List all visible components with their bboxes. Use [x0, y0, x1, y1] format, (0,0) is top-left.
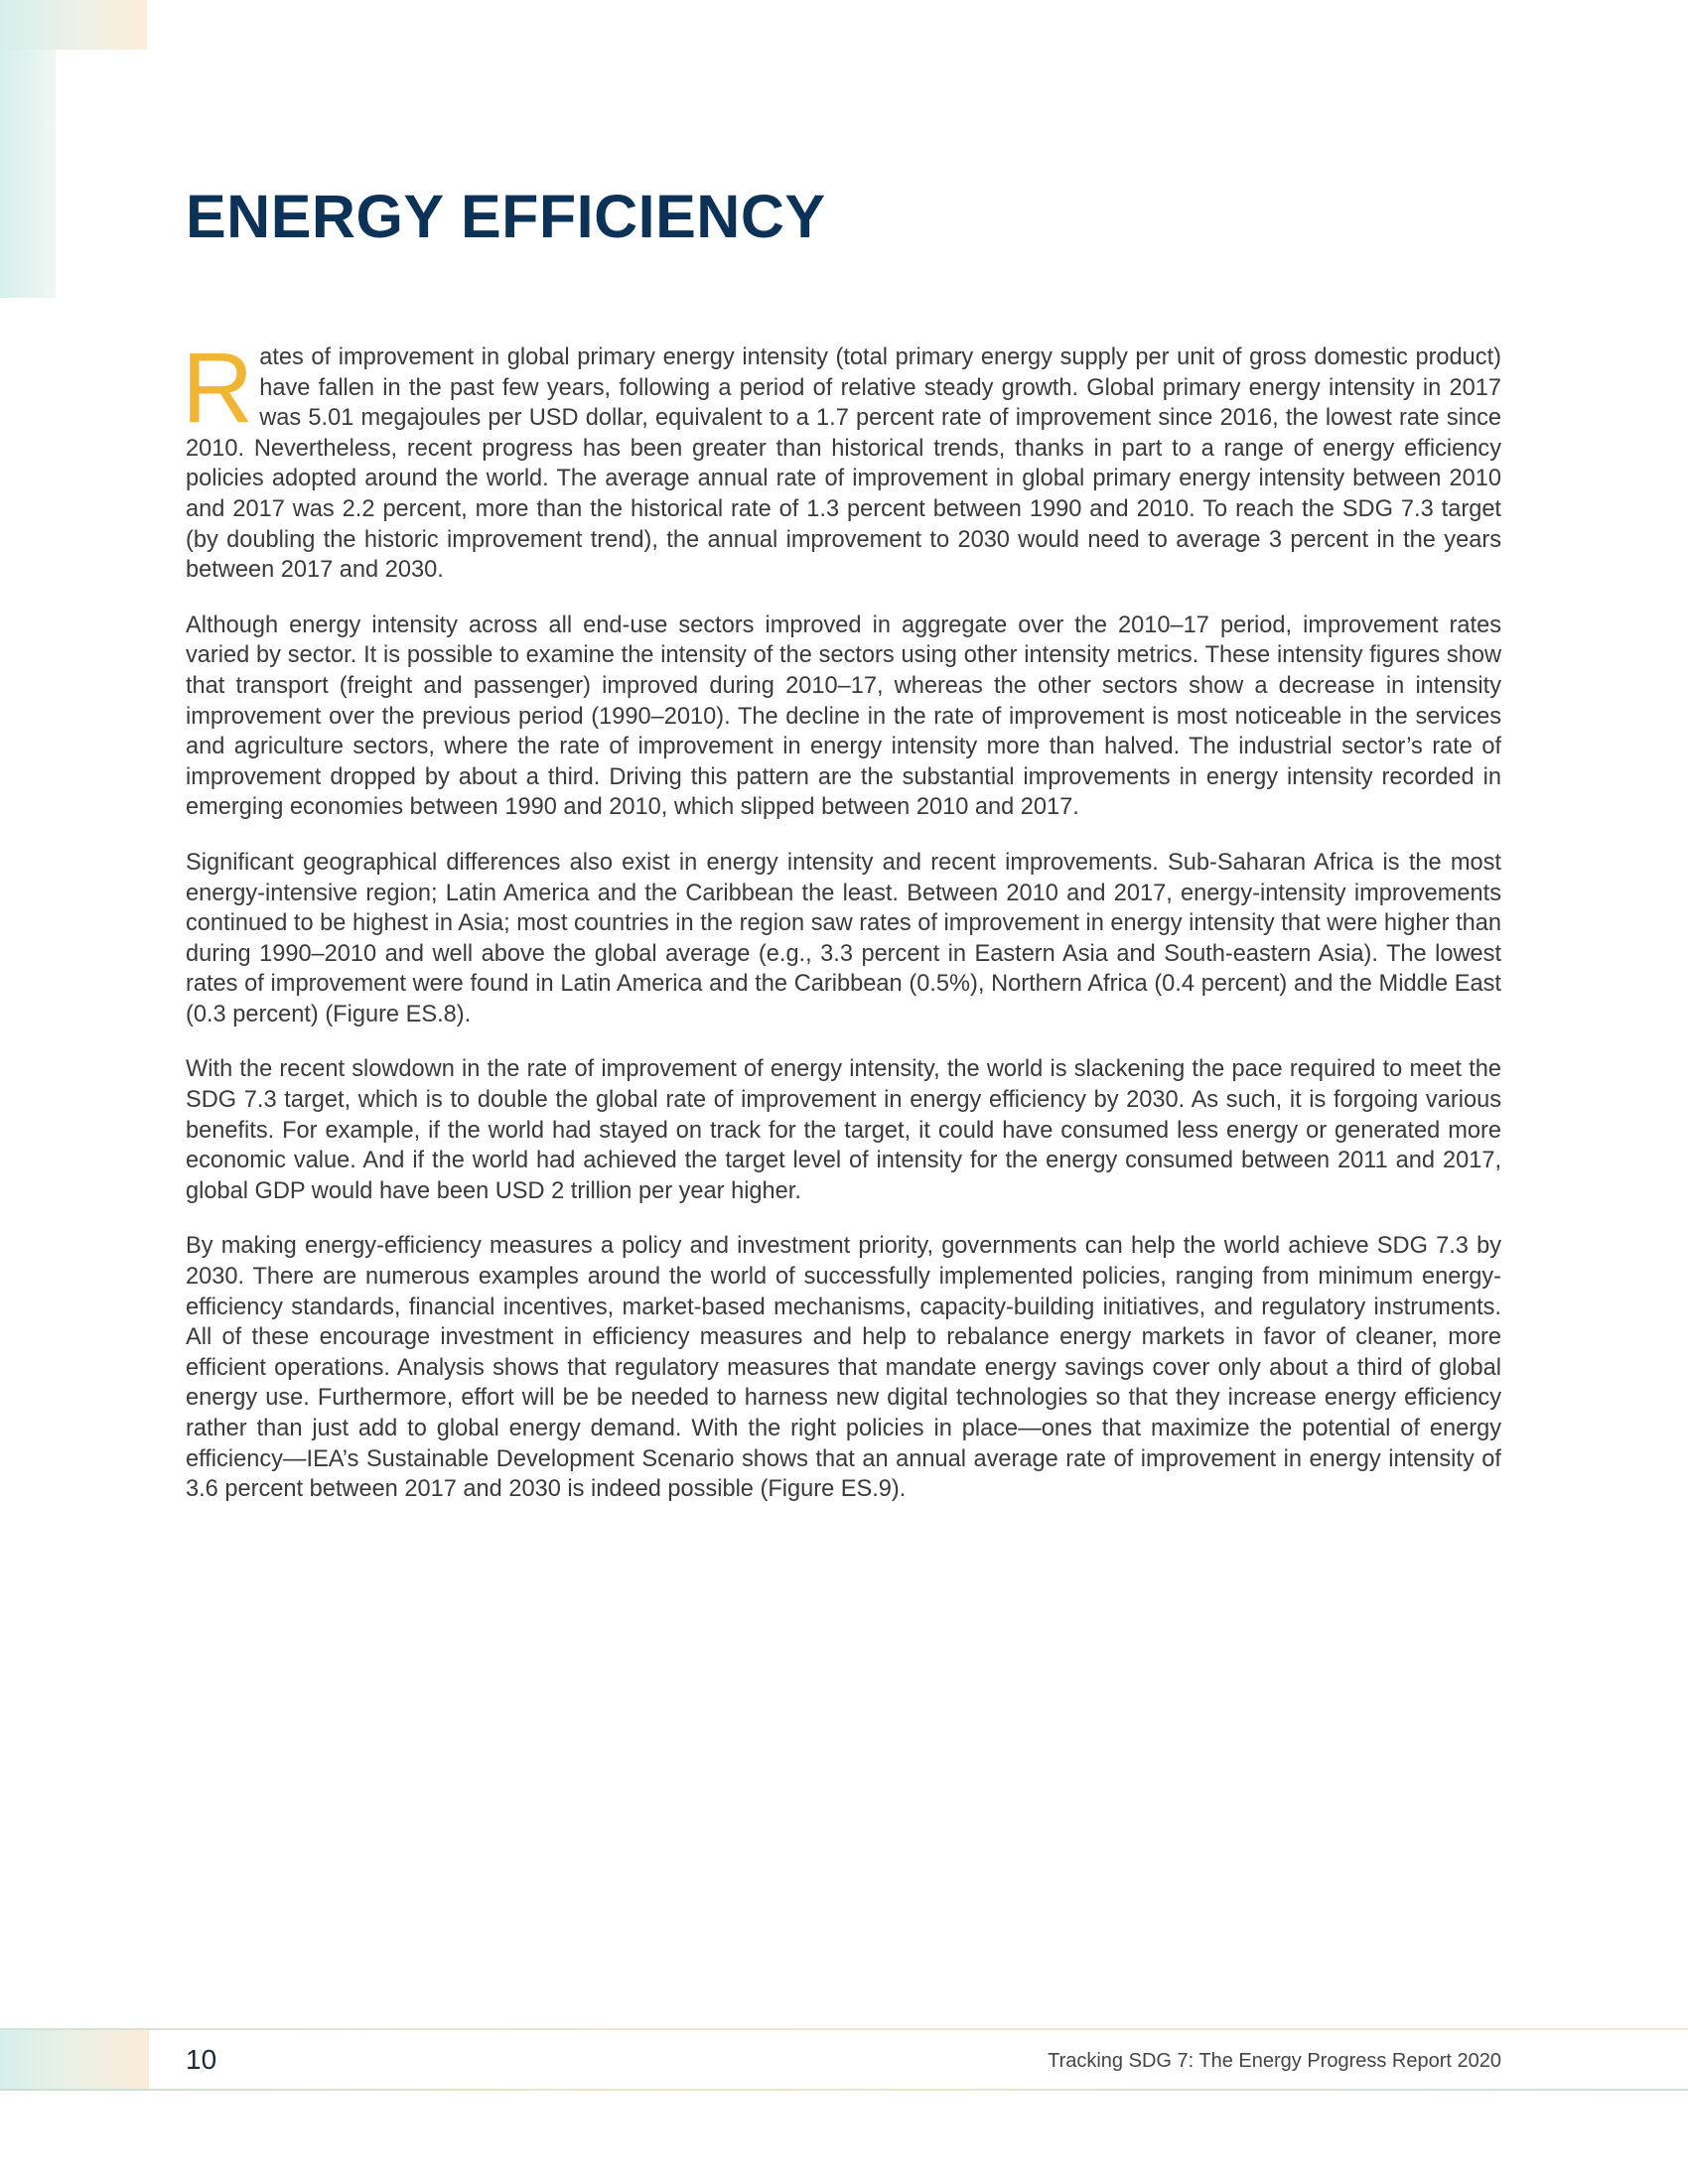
report-title: Tracking SDG 7: The Energy Progress Report 2020 [1048, 2050, 1501, 2072]
paragraph-policy: By making energy-efficiency measures a policy and investment priority, governments can help the world achieve SDG 7.3 by 2030. There are numerous examples around the world of successfully implemented policies, ranging from minimum energy-efficiency standards, financial incentives, market-based mechanisms, capacity-building initiatives, and regulatory instruments. All of these encourage investment in efficiency measures and help to rebalance energy markets in favor of cleaner, more efficient operations. Analysis shows that regulatory measures that mandate energy savings cover only about a third of global energy use. Furthermore, effort will be be needed to harness new digital technologies so that they increase energy efficiency rather than just add to global energy demand. With the right policies in place—ones that maximize the potential of energy efficiency—IEA’s Sustainable Development Scenario shows that an annual average rate of improvement in energy intensity of 3.6 percent between 2017 and 2030 is indeed possible (Figure ES.9). [186, 1233, 1501, 1503]
footer-rule-top [0, 2028, 1688, 2030]
paragraph-intro-text: ates of improvement in global primary energy intensity (total primary energy supply per unit of gross domestic product) have fallen in the past few years, following a period of relative steady growth. Global primary energy intensity in 2017 was 5.01 megajoules per USD dollar, equivalent to a 1.7 percent rate of improvement since 2016, the lowest rate since 2010. Nevertheless, recent progress has been greater than historical trends, thanks in part to a range of energy efficiency policies adopted around the world. The average annual rate of improvement in global primary energy intensity between 2010 and 2017 was 2.2 percent, more than the historical rate of 1.3 percent between 1990 and 2010. To reach the SDG 7.3 target (by doubling the historic improvement trend), the annual improvement to 2030 would need to average 3 percent in the years between 2017 and 2030. [186, 344, 1501, 584]
page-title: ENERGY EFFICIENCY [186, 183, 826, 250]
paragraph-slowdown: With the recent slowdown in the rate of improvement of energy intensity, the world is slackening the pace required to meet the SDG 7.3 target, which is to double the global rate of improvement in energy efficiency by 2030. As such, it is forgoing various benefits. For example, if the world had stayed on track for the target, it could have consumed less energy or generated more economic value. And if the world had achieved the target level of intensity for the energy consumed between 2011 and 2017, global GDP would have been USD 2 trillion per year higher. [186, 1056, 1501, 1204]
paragraph-intro [182, 333, 1501, 586]
page-number: 10 [186, 2044, 217, 2075]
paragraph-sectors: Although energy intensity across all end-use sectors improved in aggregate over the 2010–17 period, improvement rates varied by sector. It is possible to examine the intensity of the sectors using other intensity metrics. These intensity figures show that transport (freight and passenger) improved during 2010–17, whereas the other sectors show a decrease in intensity improvement over the previous period (1990–2010). The decline in the rate of improvement is most noticeable in the services and agriculture sectors, where the rate of improvement in energy intensity more than halved. The industrial sector’s rate of improvement dropped by about a third. Driving this pattern are the substantial improvements in energy intensity recorded in emerging economies between 1990 and 2010, which slipped between 2010 and 2017. [186, 612, 1501, 821]
corner-decoration-top [0, 0, 147, 50]
body-text [182, 333, 1501, 1530]
footer-rule-bottom [0, 2089, 1688, 2091]
paragraph-regions: Significant geographical differences also exist in energy intensity and recent improvements. Sub-Saharan Africa is the most energy-intensive region; Latin America and the Caribbean the least. Between 2010 and 2017, energy-intensity improvements continued to be highest in Asia; most countries in the region saw rates of improvement in energy intensity that were higher than during 1990–2010 and well above the global average (e.g., 3.3 percent in Eastern Asia and South-eastern Asia). The lowest rates of improvement were found in Latin America and the Caribbean (0.5%), Northern Africa (0.4 percent) and the Middle East (0.3 percent) (Figure ES.8). [186, 849, 1501, 1027]
drop-cap: R [182, 333, 254, 444]
footer-color-block [0, 2030, 149, 2089]
